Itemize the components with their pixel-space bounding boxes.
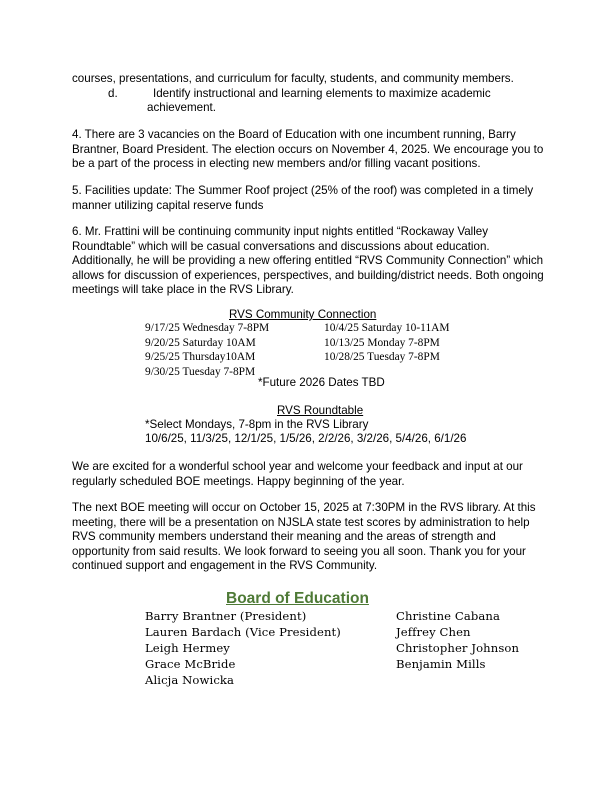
board-member: Jeffrey Chen	[396, 625, 471, 639]
board-member: Barry Brantner (President)	[145, 609, 307, 623]
intro-line: courses, presentations, and curriculum for faculty, students, and community members.	[72, 72, 514, 85]
paragraph-welcome: We are excited for a wonderful school year and welcome your feedback and input at our regularly scheduled BOE meetings. Happy beginning of the year.	[72, 460, 523, 488]
roundtable-dates: 10/6/25, 11/3/25, 12/1/25, 1/5/26, 2/2/26, 3/2/26, 5/4/26, 6/1/26	[145, 432, 467, 445]
board-member: Leigh Hermey	[145, 641, 230, 655]
community-connection-right-dates	[324, 321, 450, 365]
paragraph-community-input: 6. Mr. Frattini will be continuing community input nights entitled “Rockaway Valley Roundtable” which will be casual conversations and discussions about education. Additionally, he will be providing a new offering entitled “RVS Community Connection” which allows for discussion of experiences, perspectives, and building/district needs. Both ongoing meetings will take place in the RVS Library.	[72, 225, 544, 297]
list-item-d-line1: Identify instructional and learning elements to maximize academic	[153, 87, 491, 100]
board-members-right	[396, 608, 519, 672]
date-item: 10/13/25 Monday 7-8PM	[324, 336, 440, 349]
board-of-education-heading: Board of Education	[226, 590, 369, 607]
roundtable-title: RVS Roundtable	[277, 404, 364, 417]
date-item: 10/4/25 Saturday 10-11AM	[324, 322, 450, 334]
board-member: Grace McBride	[145, 657, 236, 671]
community-connection-title: RVS Community Connection	[229, 308, 377, 321]
board-member: Benjamin Mills	[396, 657, 486, 671]
board-member: Christopher Johnson	[396, 641, 520, 655]
list-marker-d: d.	[108, 87, 118, 100]
date-item: 10/28/25 Tuesday 7-8PM	[324, 351, 440, 364]
date-item: 9/30/25 Tuesday 7-8PM	[145, 365, 256, 378]
date-item: 9/20/25 Saturday 10AM	[145, 336, 256, 349]
paragraph-next-meeting: The next BOE meeting will occur on October 15, 2025 at 7:30PM in the RVS library. At this meeting, there will be a presentation on NJSLA state test scores by administration to help RVS community members understand their meaning and the areas of strength and opportunity from said results. We look forward to seeing you all soon. Thank you for your continued support and engagement in the RVS Community.	[72, 501, 536, 573]
board-member: Alicja Nowicka	[145, 673, 235, 687]
board-member: Lauren Bardach (Vice President)	[145, 625, 341, 639]
date-item: 9/17/25 Wednesday 7-8PM	[145, 322, 270, 334]
community-connection-left-dates	[145, 321, 269, 379]
roundtable-schedule: *Select Mondays, 7-8pm in the RVS Library	[145, 418, 369, 431]
board-members-left	[145, 608, 341, 688]
paragraph-board-vacancies: 4. There are 3 vacancies on the Board of Education with one incumbent running, Barry Brantner, Board President. The election occurs on November 4, 2025. We encourage you to be a part of the process in electing new members and/or filling vacant positions.	[72, 128, 544, 171]
list-item-d-line2: achievement.	[147, 101, 216, 114]
date-item: 9/25/25 Thursday10AM	[145, 351, 256, 364]
board-member: Christine Cabana	[396, 609, 501, 623]
paragraph-facilities-update: 5. Facilities update: The Summer Roof project (25% of the roof) was completed in a timely manner utilizing capital reserve funds	[72, 184, 534, 212]
future-dates-note: *Future 2026 Dates TBD	[258, 376, 385, 389]
